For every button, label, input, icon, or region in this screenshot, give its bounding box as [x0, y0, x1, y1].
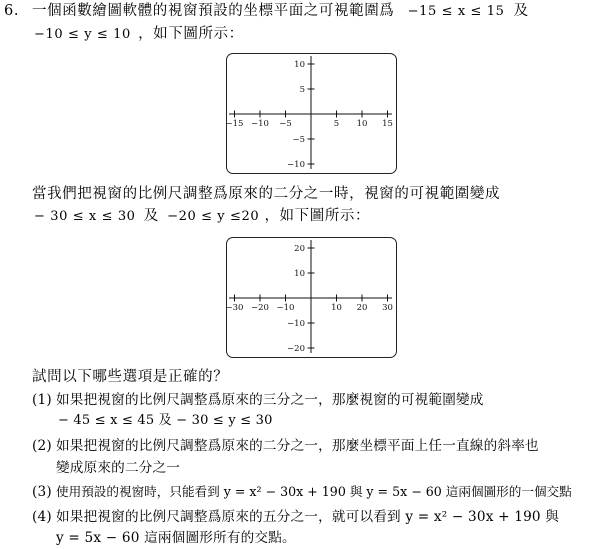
graph-half-scale-axes: [225, 236, 396, 357]
option-1-line-1: 如果把視窗的比例尺調整爲原來的三分之一，那麼視窗的可視範圍變成: [56, 392, 484, 408]
x-tick-label: 15: [382, 119, 394, 130]
intro-line-2: [34, 25, 244, 44]
middle-range-x: − 30 ≤ x ≤ 30: [34, 209, 136, 224]
middle-and: 及: [143, 208, 159, 224]
option-2-line-2: 變成原來的二分之一: [56, 460, 181, 476]
y-tick-label: 5: [299, 85, 306, 96]
option-4-line-2: y = 5x − 60 這兩個圖形所有的交點。: [56, 530, 296, 546]
x-tick-label: 30: [382, 303, 394, 314]
y-tick-label: 10: [294, 269, 306, 280]
x-tick-label: −20: [251, 303, 270, 314]
intro-and: 及: [513, 3, 529, 19]
intro-tail: ，如下圖所示：: [138, 26, 244, 42]
y-tick-label: −10: [287, 319, 306, 330]
intro-line-1: [32, 2, 529, 21]
graph-half-scale-window: [226, 237, 397, 358]
middle-line-2: [34, 207, 370, 226]
intro-range-y: −10 ≤ y ≤ 10: [34, 27, 131, 42]
graph-default-window: [226, 53, 397, 174]
x-tick-label: −5: [279, 119, 293, 130]
x-tick-label: −10: [251, 119, 270, 130]
middle-tail: ，如下圖所示：: [264, 208, 371, 224]
y-tick-label: 10: [294, 60, 306, 71]
x-tick-label: 10: [331, 303, 343, 314]
intro-text: 一個函數繪圖軟體的視窗預設的坐標平面之可視範圍爲: [32, 3, 395, 19]
option-3-label: (3): [32, 484, 52, 500]
middle-range-y: −20 ≤ y ≤20: [167, 209, 260, 224]
option-2-line-1: 如果把視窗的比例尺調整爲原來的二分之一，那麼坐標平面上任一直線的斜率也: [56, 438, 539, 454]
option-1-line-2: − 45 ≤ x ≤ 45 及 − 30 ≤ y ≤ 30: [58, 413, 273, 428]
x-tick-label: 10: [356, 119, 368, 130]
intro-range-x: −15 ≤ x ≤ 15: [407, 4, 505, 19]
x-tick-label: −15: [225, 119, 244, 130]
x-tick-label: −10: [276, 303, 295, 314]
question-prompt: 試問以下哪些選項是正確的？: [32, 369, 229, 385]
x-tick-label: −30: [225, 303, 244, 314]
x-tick-label: 20: [356, 303, 368, 314]
graph-default-axes: [225, 52, 396, 173]
middle-line-1: 當我們把視窗的比例尺調整爲原來的二分之一時，視窗的可視範圍變成: [32, 186, 501, 202]
y-tick-label: 20: [294, 244, 306, 255]
option-2-label: (2): [32, 438, 52, 454]
option-1-label: (1): [32, 392, 52, 408]
y-tick-label: −20: [287, 344, 306, 355]
y-tick-label: −10: [287, 160, 306, 171]
option-4-line-1: 如果把視窗的比例尺調整爲原來的五分之一，就可以看到 y = x² − 30x + 190 與: [56, 509, 560, 525]
option-4-label: (4): [32, 509, 52, 525]
y-tick-label: −5: [292, 135, 306, 146]
option-3-line-1: 使用預設的視窗時，只能看到 y = x² − 30x + 190 與 y = 5x − 60 這兩個圖形的一個交點: [56, 484, 572, 499]
question-number: 6.: [4, 3, 20, 19]
x-tick-label: 5: [334, 119, 340, 130]
